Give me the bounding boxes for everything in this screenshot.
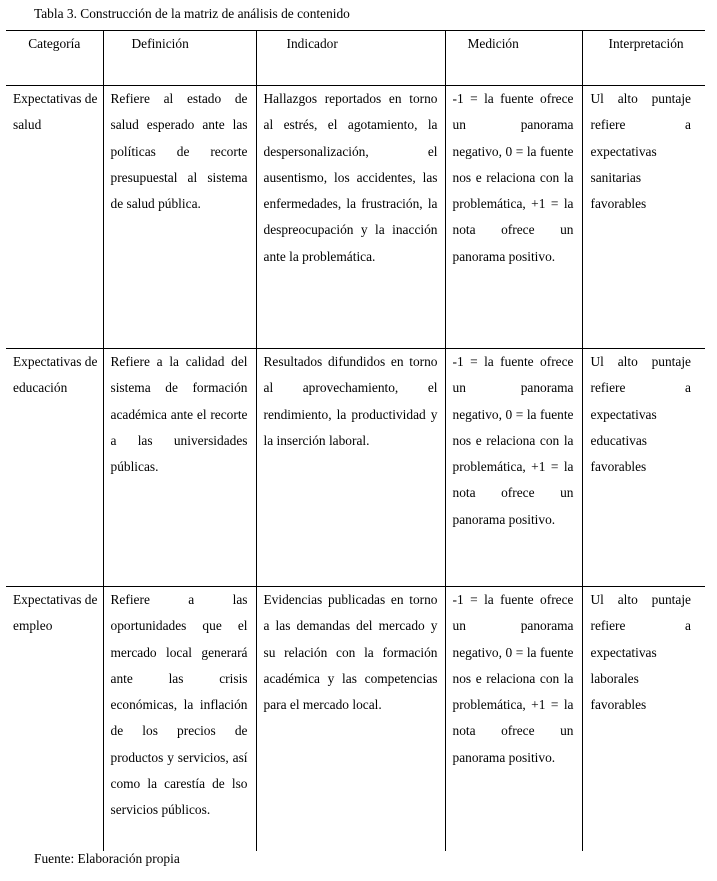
cell-category: Expectativas de educación [6, 349, 103, 587]
header-definicion: Definición [103, 31, 256, 86]
cell-interpretation: Ul alto puntaje refiere a expectativas sanitarias favorables [582, 86, 705, 349]
table-source-note: Fuente: Elaboración propia [34, 851, 180, 866]
cell-category: Expectativas de salud [6, 86, 103, 349]
cell-interpretation: Ul alto puntaje refiere a expectativas educativas favorables [582, 349, 705, 587]
table-caption: Tabla 3. Construcción de la matriz de análisis de contenido [34, 6, 350, 21]
table-row [6, 86, 705, 349]
cell-measurement: -1 = la fuente ofrece un panorama negativo, 0 = la fuente nos e relaciona con la problemática, +1 = la nota ofrece un panorama positivo. [445, 86, 582, 349]
cell-interpretation: Ul alto puntaje refiere a expectativas laborales favorables [582, 587, 705, 852]
cell-indicator: Resultados difundidos en torno al aprovechamiento, el rendimiento, la productividad y la inserción laboral. [256, 349, 445, 587]
content-analysis-table [6, 30, 705, 851]
header-categoria: Categoría [6, 31, 103, 86]
cell-definition: Refiere a la calidad del sistema de formación académica ante el recorte a las universidades públicas. [103, 349, 256, 587]
table-header-row [6, 31, 705, 86]
table-row [6, 587, 705, 852]
cell-measurement: -1 = la fuente ofrece un panorama negativo, 0 = la fuente nos e relaciona con la problemática, +1 = la nota ofrece un panorama positivo. [445, 349, 582, 587]
cell-indicator: Hallazgos reportados en torno al estrés, el agotamiento, la despersonalización, el ausentismo, los accidentes, las enfermedades, la frustración, la despreocupación y la inacción ante la problemática. [256, 86, 445, 349]
cell-definition: Refiere al estado de salud esperado ante las políticas de recorte presupuestal al sistema de salud pública. [103, 86, 256, 349]
header-indicador: Indicador [256, 31, 445, 86]
cell-indicator: Evidencias publicadas en torno a las demandas del mercado y su relación con la formación académica y las competencias para el mercado local. [256, 587, 445, 852]
table-row [6, 349, 705, 587]
cell-category: Expectativas de empleo [13, 592, 98, 634]
header-medicion: Medición [445, 31, 582, 86]
header-interpretacion: Interpretación [582, 31, 705, 86]
cell-measurement: -1 = la fuente ofrece un panorama negativo, 0 = la fuente nos e relaciona con la problemática, +1 = la nota ofrece un panorama positivo. [445, 587, 582, 852]
cell-definition: Refiere a las oportunidades que el mercado local generará ante las crisis económicas, la inflación de los precios de productos y servicios, así como la carestía de lso servicios públicos. [103, 587, 256, 852]
